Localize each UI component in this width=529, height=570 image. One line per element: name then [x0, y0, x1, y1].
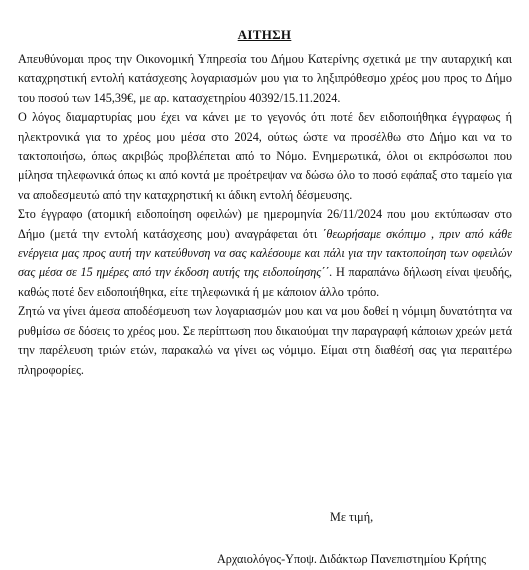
paragraph-3-end: Η παραπάνω δήλωση είναι ψευδής, καθώς ποτέ δεν ειδοποιήθηκα, είτε τηλεφωνικά ή με κάποιον άλλο τρόπο.	[18, 265, 512, 299]
document-body	[18, 50, 512, 380]
paragraph-2: Ο λόγος διαμαρτυρίας μου έχει να κάνει με το γεγονός ότι ποτέ δεν ειδοποιήθηκα έγγραφως ή ηλεκτρονικά για το χρέος μου μέσα στο 2024, ούτως ώστε να προσέλθω στο Δήμο και να το τακτοποιήσω, όπως ακριβώς προβλέπεται από το Νόμο. Ενημερωτικά, όλοι οι εκπρόσωποι που μίλησα τηλεφωνικά όπως κι από κοντά με προέτρεψαν να δώσω όλο το ποσό εφάπαξ στο ταμείο για να αποδεσμευτώ από την καταχρηστική κι άδικη εντολή δέσμευσης.	[18, 110, 512, 202]
paragraph-1: Απευθύνομαι προς την Οικονομική Υπηρεσία του Δήμου Κατερίνης σχετικά με την αυταρχική και καταχρηστική εντολή κατάσχεσης λογαριασμών μου για το ληξιπρόθεσμο χρέος μου προς το Δήμο του ποσού των 145,39€, με αρ. κατασχετηρίου 40392/15.11.2024.	[18, 52, 512, 105]
paragraph-3-quote: ΄θεωρήσαμε σκόπιμο , πριν από κάθε ενέργεια μας προς αυτή την κατεύθυνση να σας καλέσουμε και πάλι για την τακτοποίηση των οφειλών σας μέσα σε 15 ημέρες από την έκδοση αυτής της ειδοποίησης΄΄.	[18, 226, 513, 280]
document-title: ΑΙΤΗΣΗ	[237, 27, 292, 42]
paragraph-4: Ζητώ να γίνει άμεσα αποδέσμευση των λογαριασμών μου και να μου δοθεί η νόμιμη δυνατότητα να ρυθμίσω σε δόσεις το χρέος μου. Σε περίπτωση που δικαιούμαι την παραγραφή κάποιων χρεών μετά την παρέλευση τριών ετών, παρακαλώ να γίνει ως νόμιμο. Είμαι στη διαθέσή σας για περαιτέρω πληροφορίες.	[18, 304, 512, 377]
paragraph-3-start: Στο έγγραφο (ατομική ειδοποίηση οφειλών) με ημερομηνία 26/11/2024 που μου εκτύπωσαν στο Δήμο (μετά την εντολή κατάσχεσης μου) αναγράφεται ότι	[18, 207, 512, 241]
closing-salutation: Με τιμή,	[330, 510, 374, 524]
paragraph-3	[18, 205, 512, 302]
signature-line: Αρχαιολόγος-Υποψ. Διδάκτωρ Πανεπιστημίου Κρήτης	[217, 552, 487, 566]
